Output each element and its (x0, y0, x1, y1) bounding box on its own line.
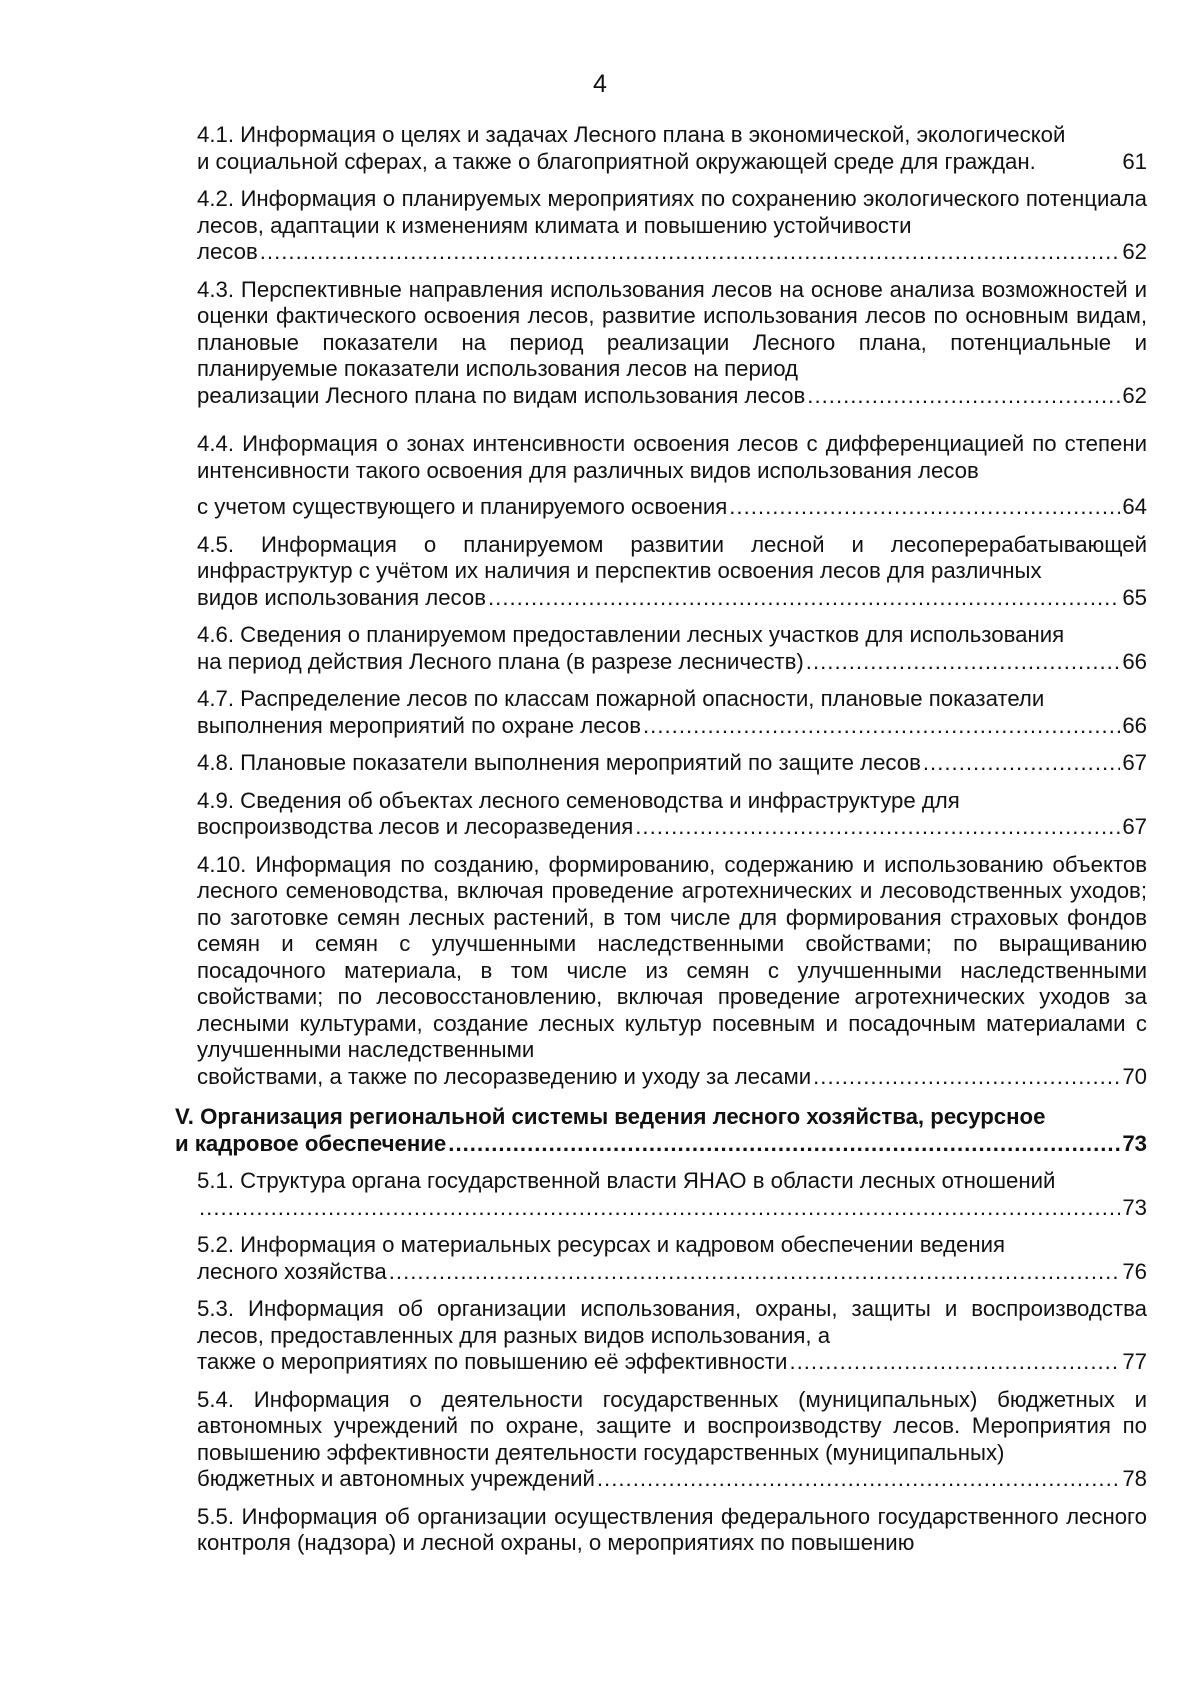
toc-entry-last-line: и социальной сферах, а также о благоприятной окружающей среде для граждан. (197, 148, 1036, 174)
dot-leader (488, 585, 1120, 612)
toc-entry[interactable] (197, 1232, 1147, 1285)
toc-entry-text: 5.5. Информация об организации осуществления федерального государственного лесного контроля (надзора) и лесной охраны, о мероприятиях по повышению (197, 1503, 1147, 1555)
toc-page-number: 67 (1122, 814, 1147, 839)
toc-entry[interactable] (197, 532, 1147, 612)
toc-entry-last-line: 4.8. Плановые показатели выполнения мероприятий по защите лесов (197, 750, 921, 775)
toc-entry-text: 4.6. Сведения о планируемом предоставлении лесных участков для использования (197, 622, 1065, 647)
dot-leader (807, 383, 1120, 410)
dot-leader (597, 1466, 1120, 1493)
page-number: 4 (593, 70, 607, 98)
toc-entry-last-line: лесов (197, 239, 258, 264)
toc-entry-last-line: воспроизводства лесов и лесоразведения (197, 814, 634, 839)
toc-entry-text: 4.5. Информация о планируемом развитии лесной и лесоперерабатывающей инфраструктур с учётом их наличия и перспектив освоения лесов для различных (197, 531, 1147, 583)
toc-page-number: 76 (1122, 1258, 1147, 1284)
toc-entry-text: 4.1. Информация о целях и задачах Лесного плана в экономической, экологической (197, 122, 1066, 147)
toc-page-number: 78 (1122, 1466, 1147, 1491)
toc-page-number: 73 (1122, 1194, 1147, 1220)
dot-leader (789, 1349, 1120, 1376)
toc-entry[interactable] (197, 1504, 1147, 1557)
toc-entry[interactable] (197, 622, 1147, 675)
toc-entry-text: 5.1. Структура органа государственной власти ЯНАО в области лесных отношений (197, 1168, 1056, 1193)
toc-entry-text: 4.9. Сведения об объектах лесного семеноводства и инфраструктуре для (197, 787, 960, 813)
toc-page-number: 62 (1122, 382, 1147, 408)
dot-leader (199, 1195, 1120, 1222)
toc-entry[interactable] (197, 1168, 1147, 1221)
toc-entry-last-line: свойствами, а также по лесоразведению и уходу за лесами (197, 1063, 812, 1089)
toc-section-heading[interactable] (175, 1104, 1147, 1157)
dot-leader (813, 1064, 1120, 1091)
table-of-contents (175, 122, 1147, 1568)
toc-entry-text: 5.2. Информация о материальных ресурсах и кадровом обеспечении ведения (197, 1232, 1006, 1257)
toc-entry-last-line: с учетом существующего и планируемого освоения (197, 494, 728, 519)
dot-leader (260, 239, 1121, 266)
toc-page-number: 64 (1122, 494, 1147, 519)
toc-entry-last-line: и кадровое обеспечение (175, 1130, 447, 1156)
toc-entry[interactable] (197, 1296, 1147, 1376)
dot-leader (643, 713, 1120, 740)
toc-entry[interactable] (197, 431, 1147, 521)
toc-entry-last-line: лесного хозяйства (197, 1258, 387, 1284)
toc-entry-text: 4.7. Распределение лесов по классам пожарной опасности, плановые показатели (197, 686, 1045, 711)
dot-leader (729, 494, 1120, 521)
toc-entry-text: 4.4. Информация о зонах интенсивности освоения лесов с дифференциацией по степени интенсивности такого освоения для различных видов использования лесов (197, 431, 1147, 483)
toc-entry-text: 4.10. Информация по созданию, формированию, содержанию и использованию объектов лесного семеноводства, включая проведение агротехнических и лесоводственных уходов; по заготовке семян лесных растений, в том числе для формирования страховых фондов семян и семян с улучшенными наследственными свойствами; по выращиванию посадочного материала, в том числе из семян с улучшенными наследственными свойствами; по лесовосстановлению, включая проведение агротехнических уходов за лесными культурами, создание лесных культур посевным и посадочным материалами с улучшенными наследственными (197, 851, 1147, 1062)
toc-page-number: 61 (1122, 148, 1147, 174)
toc-entry-last-line: также о мероприятиях по повышению её эффективности (197, 1349, 788, 1374)
toc-page-number: 70 (1122, 1063, 1147, 1089)
toc-entry[interactable] (197, 122, 1147, 175)
dot-leader (448, 1131, 1120, 1158)
toc-entry-text: 5.4. Информация о деятельности государственных (муниципальных) бюджетных и автономных учреждений по охране, защите и воспроизводству лесов. Мероприятия по повышению эффективности деятельности государственных (муниципальных) (197, 1386, 1147, 1465)
toc-page-number: 62 (1122, 239, 1147, 264)
toc-entry[interactable] (197, 1387, 1147, 1493)
toc-entry[interactable] (197, 852, 1147, 1091)
toc-entry-last-line: бюджетных и автономных учреждений (197, 1466, 595, 1491)
toc-page-number: 73 (1122, 1130, 1147, 1156)
toc-entry[interactable] (197, 186, 1147, 266)
toc-entry-last-line: на период действия Лесного плана (в разрезе лесничеств) (197, 648, 804, 674)
dot-leader (806, 649, 1121, 676)
toc-page-number: 66 (1122, 712, 1147, 738)
toc-entry-text: V. Организация региональной системы ведения лесного хозяйства, ресурсное (175, 1104, 1046, 1129)
toc-entry-last-line: реализации Лесного плана по видам использования лесов (197, 382, 806, 408)
dot-leader (389, 1259, 1121, 1286)
toc-entry[interactable] (197, 788, 1147, 841)
dot-leader (635, 814, 1120, 841)
toc-entry-text: 4.2. Информация о планируемых мероприятиях по сохранению экологического потенциала лесов, адаптации к изменениям климата и повышению устойчивости (197, 186, 1147, 238)
toc-page-number: 77 (1122, 1349, 1147, 1374)
toc-entry-text: 4.3. Перспективные направления использования лесов на основе анализа возможностей и оценки фактического освоения лесов, развитие использования лесов по основным видам, плановые показатели на период реализации Лесного плана, потенциальные и планируемые показатели использования лесов на период (197, 276, 1147, 381)
toc-entry[interactable] (197, 750, 1147, 777)
dot-leader (923, 750, 1120, 777)
toc-entry[interactable] (197, 277, 1147, 410)
toc-entry-text: 5.3. Информация об организации использования, охраны, защиты и воспроизводства лесов, предоставленных для разных видов использования, а (197, 1296, 1147, 1348)
toc-entry-last-line: выполнения мероприятий по охране лесов (197, 712, 642, 738)
toc-page-number: 67 (1122, 750, 1147, 775)
toc-entry[interactable] (197, 686, 1147, 739)
toc-entry-last-line: видов использования лесов (197, 584, 487, 610)
toc-page-number: 65 (1122, 584, 1147, 610)
toc-page-number: 66 (1122, 648, 1147, 674)
